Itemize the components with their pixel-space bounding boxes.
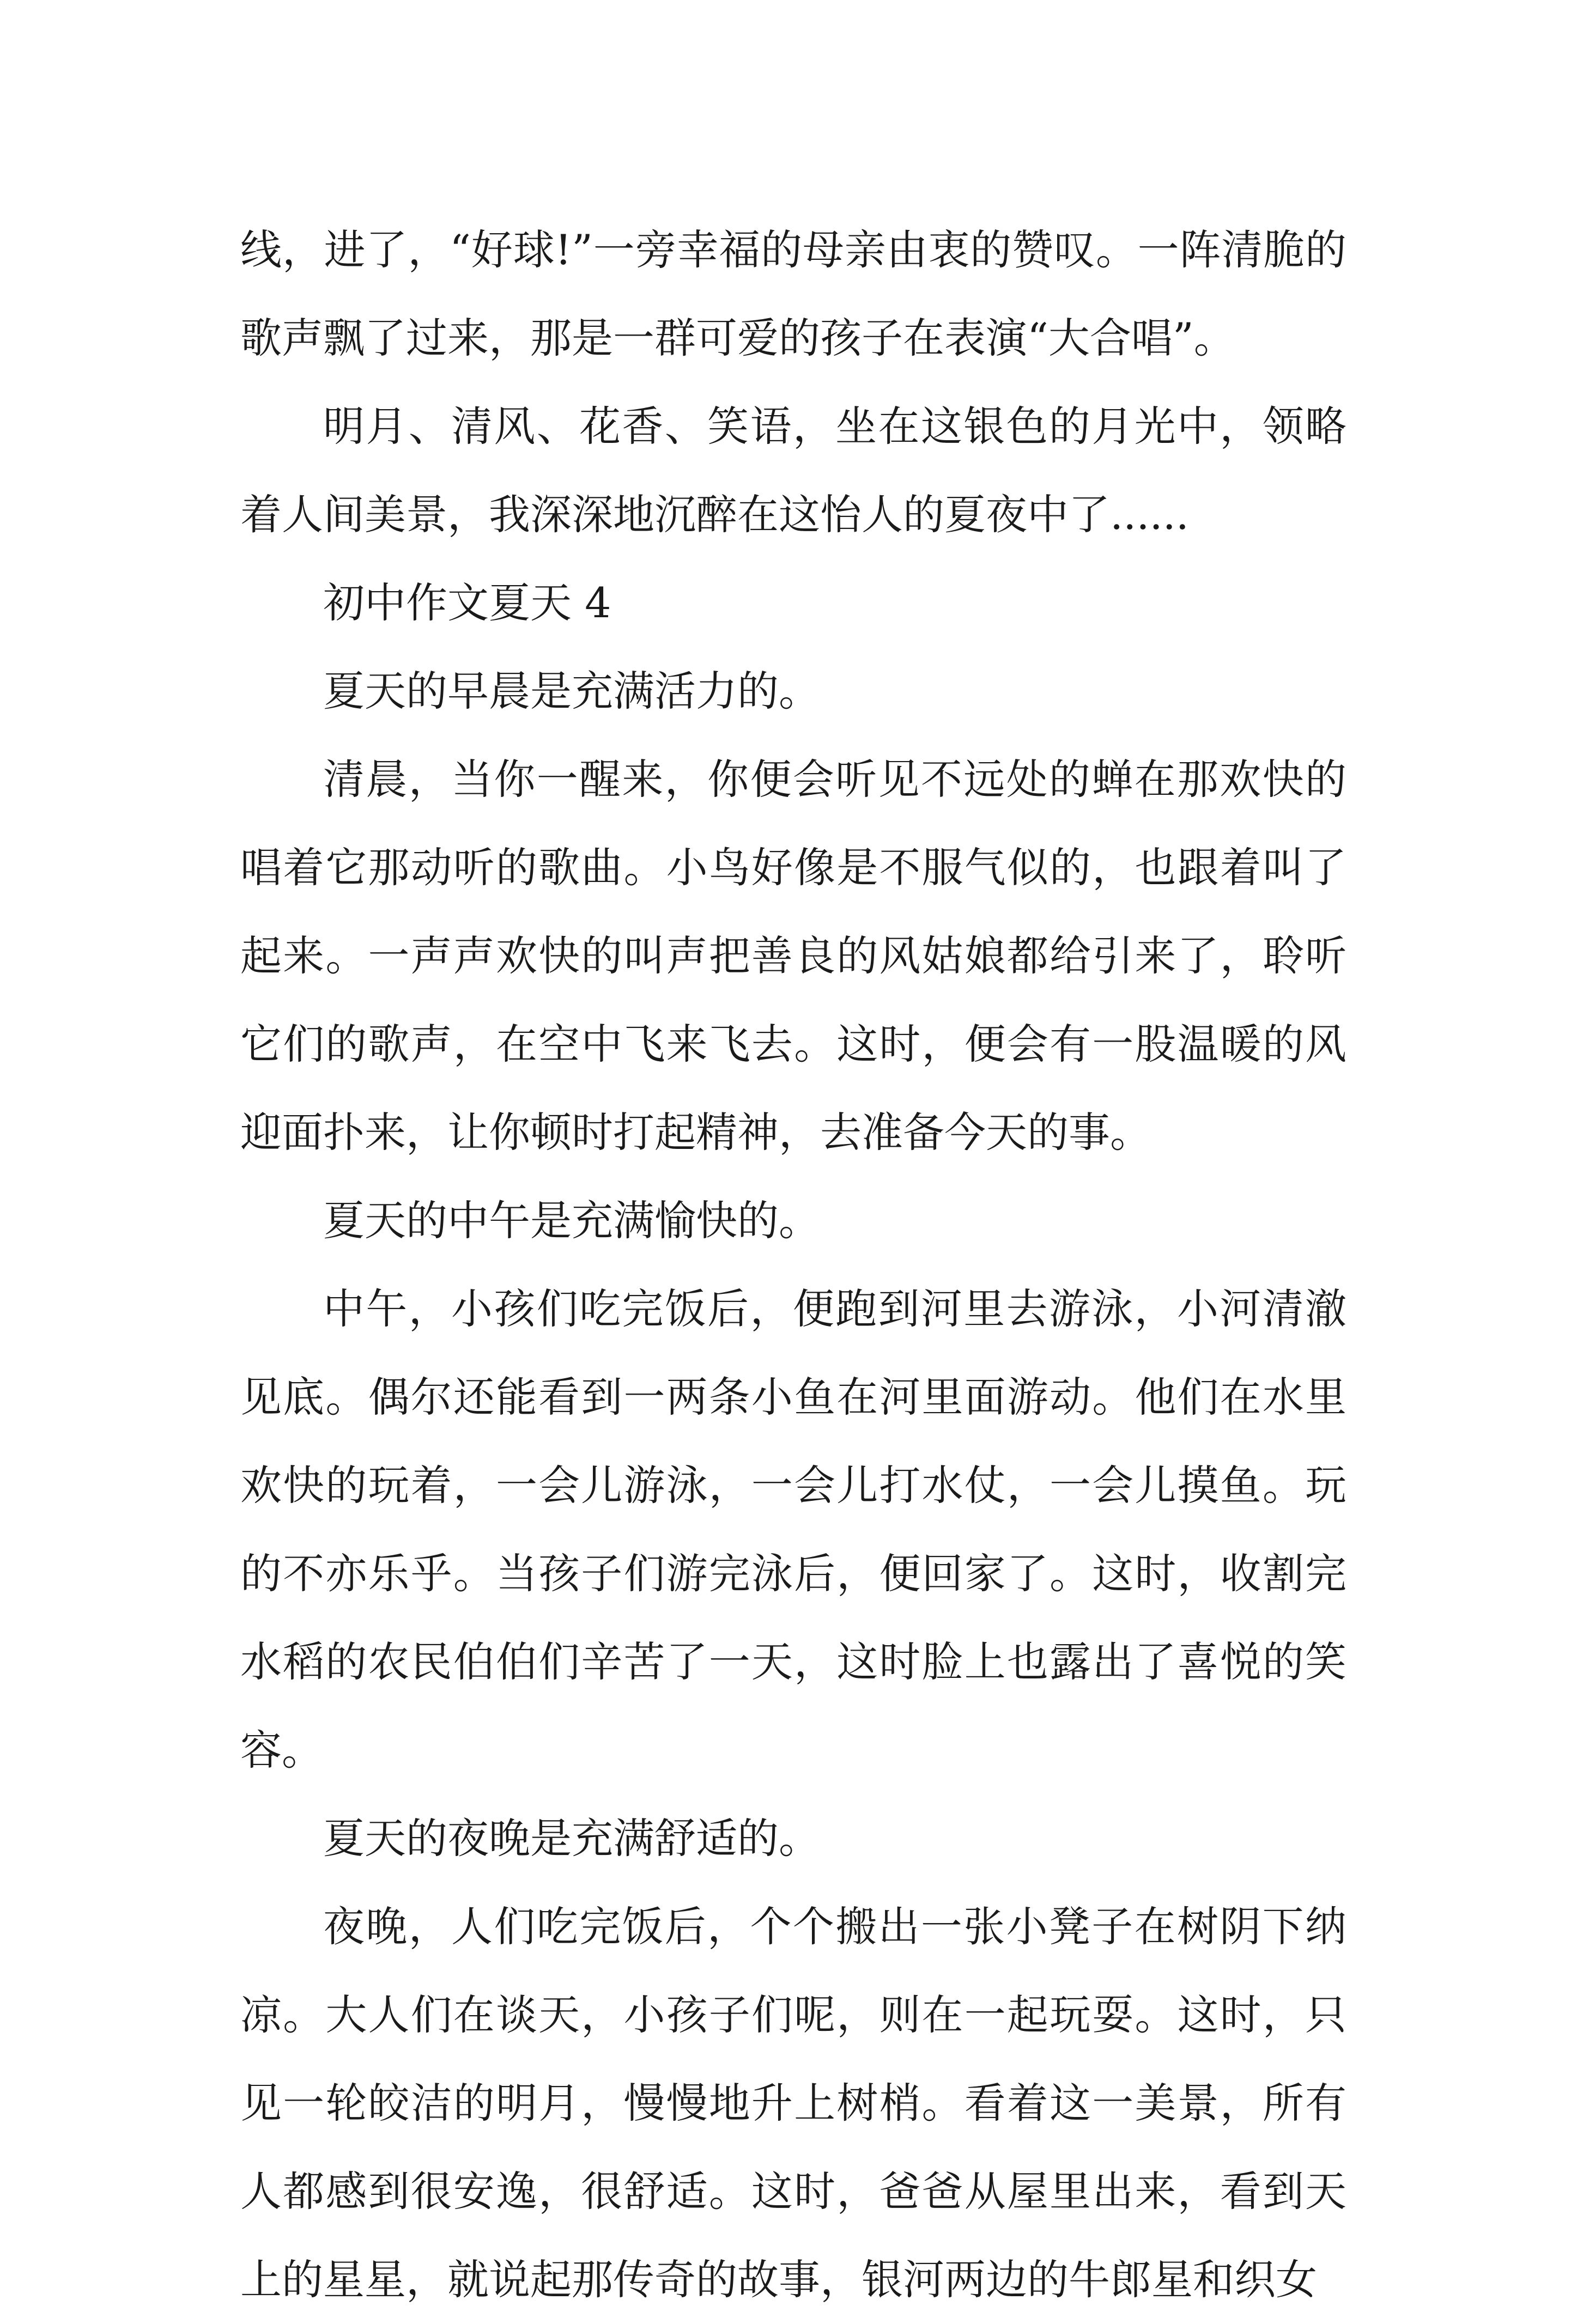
paragraph-moonlight: 明月、清风、花香、笑语，坐在这银色的月光中，领略着人间美景，我深深地沉醉在这怡人的夏夜中了...... (240, 402, 1346, 539)
paragraph-noon-heading: 夏天的中午是充满愉快的。 (323, 1196, 820, 1245)
paragraph-morning-heading: 夏天的早晨是充满活力的。 (323, 667, 820, 715)
paragraph-morning: 清晨，当你一醒来，你便会听见不远处的蝉在那欢快的唱着它那动听的歌曲。小鸟好像是不服气似的，也跟着叫了起来。一声声欢快的叫声把善良的风姑娘都给引来了，聆听它们的歌声，在空中飞来飞去。这时，便会有一股温暖的风迎面扑来，让你顿时打起精神，去准备今天的事。 (240, 755, 1346, 1157)
paragraph-continued: 线，进了，“好球!”一旁幸福的母亲由衷的赞叹。一阵清脆的歌声飘了过来，那是一群可爱的孩子在表演“大合唱”。 (240, 226, 1346, 362)
paragraph-evening-heading: 夏天的夜晚是充满舒适的。 (323, 1814, 820, 1863)
document-body (240, 206, 1346, 2324)
paragraph-noon: 中午，小孩们吃完饭后，便跑到河里去游泳，小河清澈见底。偶尔还能看到一两条小鱼在河里面游动。他们在水里欢快的玩着，一会儿游泳，一会儿打水仗，一会儿摸鱼。玩的不亦乐乎。当孩子们游完泳后，便回家了。这时，收割完水稻的农民伯伯们辛苦了一天，这时脸上也露出了喜悦的笑容。 (240, 1285, 1346, 1774)
essay-title: 初中作文夏天 4 (323, 579, 611, 627)
paragraph-evening: 夜晚，人们吃完饭后，个个搬出一张小凳子在树阴下纳凉。大人们在谈天，小孩子们呢，则在一起玩耍。这时，只见一轮皎洁的明月，慢慢地升上树梢。看着这一美景，所有人都感到很安逸，很舒适。这时，爸爸从屋里出来，看到天上的星星，就说起那传奇的故事，银河两边的牛郎星和织女 (240, 1902, 1346, 2304)
